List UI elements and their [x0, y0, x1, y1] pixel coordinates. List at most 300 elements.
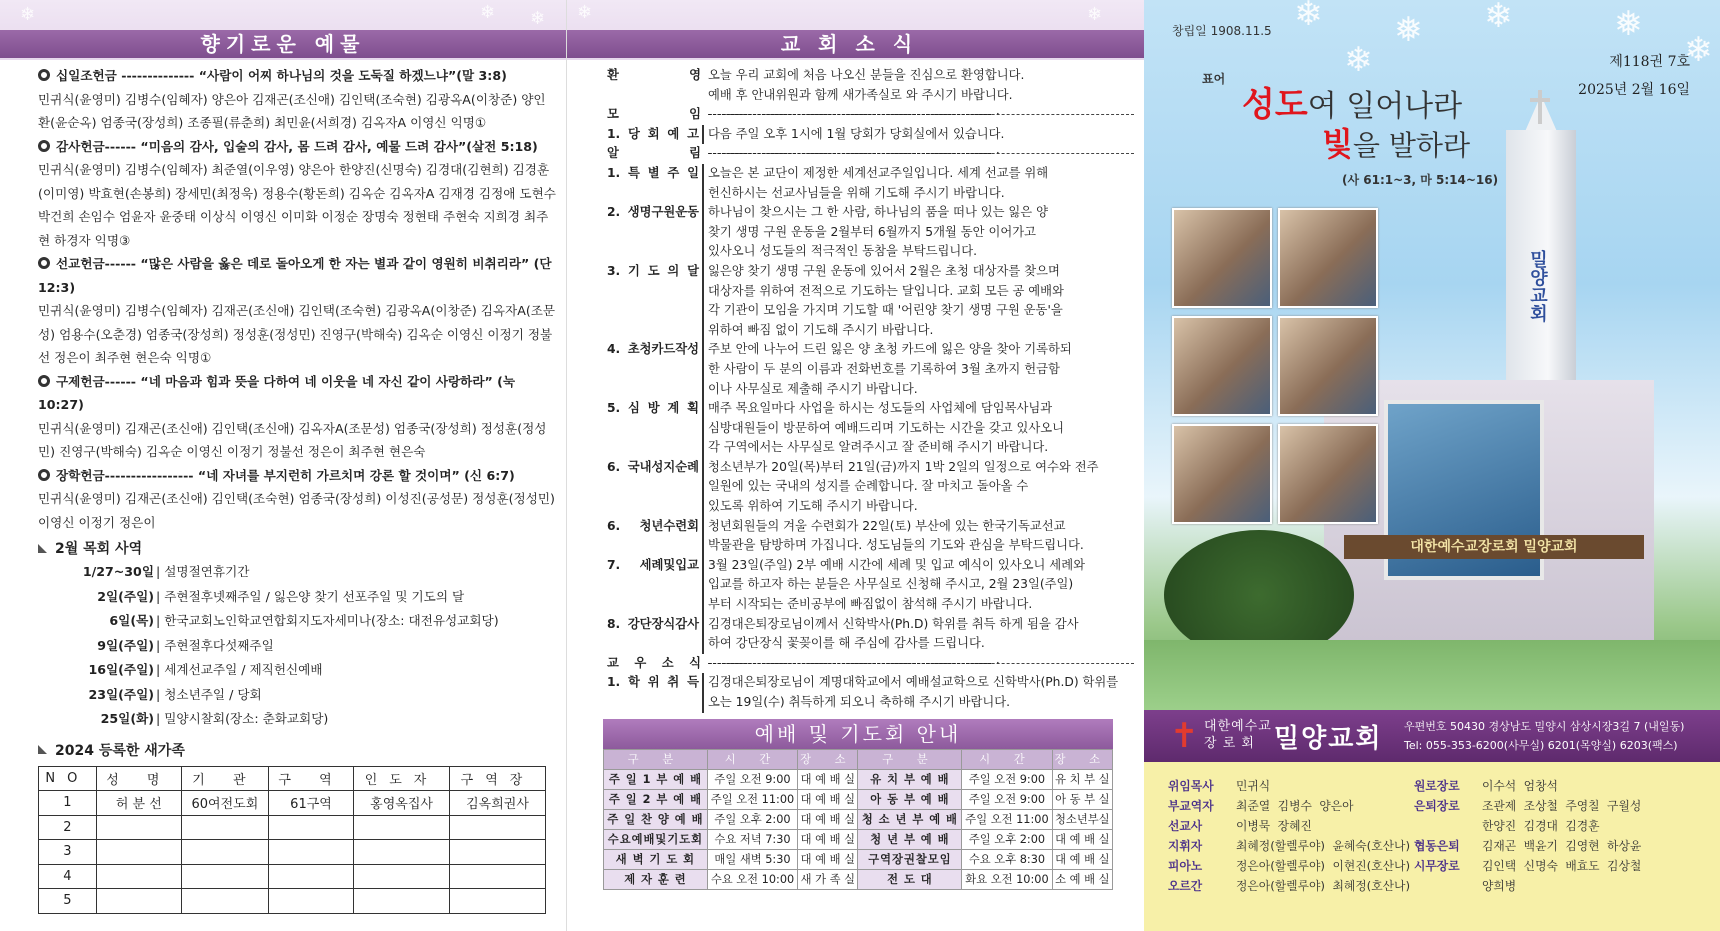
table-cell: 허 분 선	[96, 791, 181, 816]
schedule-date: 9일(주일)	[97, 637, 154, 653]
news-label	[607, 477, 704, 497]
news-label: 1. 당 회 예 고	[607, 125, 704, 145]
table-cell: 아 동 부 실	[1052, 789, 1112, 809]
cross-logo-icon: ✝	[1170, 716, 1199, 756]
news-text: 3월 23일(주일) 2부 예배 시간에 세례 및 입교 예식이 있사오니 세례와	[708, 557, 1085, 572]
phone: Tel: 055-353-6200(사무실) 6201(목양실) 6203(팩스)	[1404, 739, 1678, 752]
table-row	[39, 889, 546, 914]
staff-names: 조관제 조상철 주영칠 구월성	[1482, 799, 1642, 813]
table-row	[604, 869, 1113, 889]
offering-title: 장학헌금	[56, 467, 105, 483]
table-cell: 수요 오전 10:00	[707, 869, 797, 889]
news-text: 있사오니 성도들의 적극적인 동참을 부탁드립니다.	[708, 244, 977, 259]
staff-role: 협동은퇴	[1414, 839, 1460, 853]
schedule-item	[80, 634, 566, 659]
news-text: 대상자를 위하여 전적으로 기도하는 달입니다. 교회 모든 공 예배와	[708, 283, 1064, 298]
news-text: 청소년부가 20일(목)부터 21일(금)까지 1박 2일의 일정으로 여수와 전주	[708, 459, 1099, 474]
news-label: 알 림	[607, 146, 701, 161]
address: 우편번호 50430 경상남도 밀양시 삼상시장3길 7 (내일동)	[1404, 720, 1685, 733]
news-text: 하여 강단장식 꽃꽂이를 해 주심에 감사를 드립니다.	[708, 636, 985, 651]
table-cell: 대 예 배 실	[1052, 849, 1112, 869]
table-cell: 홍영옥집사	[354, 791, 450, 816]
table-row	[604, 789, 1113, 809]
table-cell: 대 예 배 실	[798, 849, 858, 869]
news-text: 청년회원들의 겨울 수련회가 22일(토) 부산에 있는 한국기독교선교	[708, 518, 1066, 533]
staff-names: 김재곤 백윤기 김영현 하상윤	[1482, 839, 1642, 853]
news-text: 잃은양 찾기 생명 구원 운동에 있어서 2월은 초청 대상자를 찾으며	[708, 263, 1060, 278]
staff-names: 최준열 김병수 양은아	[1236, 799, 1354, 813]
table-row	[604, 849, 1113, 869]
news-label	[607, 693, 704, 713]
table-cell: 주일 오전 9:00	[962, 769, 1052, 789]
news-item	[607, 673, 1134, 693]
table-cell: 주 일 2 부 예 배	[604, 789, 708, 809]
offering-column	[0, 0, 566, 931]
table-cell: 2	[39, 815, 97, 840]
table-header: 구 분	[858, 749, 962, 769]
table-cell	[96, 840, 181, 865]
news-label: 7. 세례및입교	[607, 556, 704, 576]
staff-role: 선교사	[1168, 819, 1203, 833]
family-heading	[38, 740, 566, 760]
photo-3	[1172, 316, 1272, 416]
table-header: 인도자	[354, 766, 450, 791]
staff-row	[1414, 836, 1641, 856]
news-text: 한 사람이 두 분의 이름과 전화번호를 기록하여 3월 초까지 헌금함	[708, 361, 1060, 376]
schedule-date: 16일(주일)	[88, 662, 154, 677]
staff-names: 민귀식	[1236, 779, 1271, 793]
staff-role: 시무장로	[1414, 859, 1460, 873]
motto-line-2: 을 발하라	[1352, 129, 1471, 162]
table-cell: 유 치 부 실	[1052, 769, 1112, 789]
table-cell: 아 동 부 예 배	[858, 789, 962, 809]
news-item	[607, 340, 1134, 360]
news-label	[607, 419, 704, 439]
news-text: 하나님이 찾으시는 그 한 사람, 하나님의 품을 떠나 있는 잃은 양	[708, 205, 1048, 220]
news-text: 오늘은 본 교단이 제정한 세계선교주일입니다. 세계 선교를 위해	[708, 165, 1049, 180]
schedule-item	[80, 683, 566, 708]
table-row	[39, 791, 546, 816]
table-cell: 61구역	[268, 791, 353, 816]
bullet-icon	[38, 469, 50, 481]
staff-row	[1414, 876, 1641, 896]
lawn	[1144, 640, 1720, 710]
news-item	[607, 536, 1134, 556]
staff-role: 피아노	[1168, 859, 1203, 873]
schedule-text: | 세계선교주일 / 제직헌신예배	[156, 662, 323, 677]
news-text: 헌신하시는 선교사님들을 위해 기도해 주시기 바랍니다.	[708, 185, 1005, 200]
table-cell: 4	[39, 864, 97, 889]
schedule-item	[80, 609, 566, 634]
news-label	[607, 380, 704, 400]
news-text: 부터 시작되는 준비공부에 빠짐없이 참석해 주시기 바랍니다.	[708, 597, 1033, 612]
table-cell	[96, 889, 181, 914]
table-header: 기 관	[181, 766, 268, 791]
news-label	[607, 86, 704, 106]
offering-dashes: ------	[104, 373, 141, 389]
triangle-icon	[38, 745, 47, 754]
news-text: 김경대은퇴장로님이 계명대학교에서 예배설교학으로 신학박사(Ph.D) 학위를	[708, 675, 1119, 690]
issue-info	[1578, 48, 1690, 104]
news-item	[607, 399, 1134, 419]
staff-names: 김인택 신명숙 배효도 김상철	[1482, 859, 1642, 873]
news-label	[607, 360, 704, 380]
news-label	[607, 223, 704, 243]
news-banner: ❄ ❄ 교회소식	[567, 0, 1144, 60]
table-cell: 주일 오후 2:00	[707, 809, 797, 829]
news-label	[607, 575, 704, 595]
table-row	[39, 840, 546, 865]
table-cell	[354, 815, 450, 840]
news-text: 입교를 하고자 하는 분들은 사무실로 신청해 주시고, 2월 23일(주일)	[708, 577, 1074, 592]
table-header: 구 역	[268, 766, 353, 791]
offering-title: 선교헌금	[56, 256, 105, 271]
table-cell	[450, 864, 546, 889]
table-cell: 청 소 년 부 예 배	[858, 809, 962, 829]
news-item	[607, 262, 1134, 282]
news-label: 5. 심 방 계 획	[607, 399, 704, 419]
contact-info	[1404, 717, 1684, 755]
news-label: 교 우 소 식	[607, 655, 701, 670]
schedule-text: | 한국교회노인학교연합회지도자세미나(장소: 대전유성교회당)	[156, 613, 499, 628]
table-cell	[268, 815, 353, 840]
news-item	[607, 595, 1134, 615]
news-item	[607, 497, 1134, 517]
table-cell: 3	[39, 840, 97, 865]
worship-table	[603, 749, 1113, 890]
table-cell: 주일 오전 11:00	[707, 789, 797, 809]
offering-heading	[38, 464, 556, 488]
news-item	[607, 184, 1134, 204]
schedule-title: 2월 목회 사역	[55, 541, 143, 557]
news-list	[567, 60, 1144, 713]
offering-dashes: --------------	[116, 68, 199, 83]
news-label: 환 영	[607, 68, 701, 82]
table-cell: 새 벽 기 도 회	[604, 849, 708, 869]
schedule-date: 23일(주일)	[88, 686, 154, 702]
table-cell: 전 도 대	[858, 869, 962, 889]
news-text: 김경대은퇴장로님이께서 신학박사(Ph.D) 학위를 취득 하게 됨을 감사	[708, 616, 1079, 631]
offering-names: 민귀식(윤영미) 김병수(임혜자) 최준열(이우영) 양은아 한양진(신명숙) 김경대(김현희) 김경훈(이미영) 박효현(손봉희) 장세민(최정욱) 정용수(황돈희) 김옥순 김옥자A 김재경 김정애 도현수 박건희 손임수 엄윤자 윤중태 이상식 이영신 이미화 이정순 장명숙 정현태 주현숙 지희경 최주현 하경자 익명③	[38, 162, 556, 248]
offering-banner: ❄ ❄ ❄ 향기로운 예물	[0, 0, 566, 60]
photo-4	[1278, 316, 1378, 416]
news-label: 3. 기 도 의 달	[607, 262, 704, 282]
offering-dashes: ------	[104, 138, 141, 154]
news-label	[607, 595, 704, 615]
news-column	[566, 0, 1144, 931]
news-text: 박물관을 탐방하며 가집니다. 성도님들의 기도와 관심을 부탁드립니다.	[708, 538, 1084, 553]
table-cell	[181, 889, 268, 914]
table-cell	[450, 815, 546, 840]
schedule-date: 25일(화)	[100, 711, 154, 726]
staff-names: 정은아(할렐루야) 최혜정(호산나)	[1236, 879, 1411, 893]
staff-right	[1414, 776, 1641, 896]
offering-title: 구제헌금	[56, 373, 105, 389]
news-label	[607, 497, 704, 517]
bullet-icon	[38, 257, 50, 269]
schedule-item	[80, 585, 566, 610]
table-cell: 화요 오전 10:00	[962, 869, 1052, 889]
offering-heading	[38, 252, 556, 299]
news-text: 있도록 위하여 기도해 주시기 바랍니다.	[708, 499, 918, 514]
offering-names: 민귀식(윤영미) 김병수(임혜자) 김재곤(조신애) 김인택(조숙현) 김광옥A(이창준) 김옥자A(조문성) 엄용수(오춘경) 엄종국(장성희) 정성훈(정성민) 진영구(박해숙) 김옥순 이영신 이정기 정불선 정은이 최주현 현은숙 익명①	[38, 303, 556, 365]
schedule-date: 1/27~30일	[82, 564, 154, 579]
motto-prefix: 표어	[1202, 72, 1226, 86]
news-item	[607, 301, 1134, 321]
table-cell: 주일 오후 2:00	[962, 829, 1052, 849]
staff-role: 원로장로	[1414, 779, 1460, 793]
photo-2	[1278, 208, 1378, 308]
news-label	[607, 282, 704, 302]
staff-names: 이병묵 장혜진	[1236, 819, 1312, 833]
table-row	[604, 809, 1113, 829]
offering-heading	[38, 135, 556, 159]
schedule-date: 2일(주일)	[97, 588, 154, 604]
news-item	[607, 164, 1134, 184]
news-text: 다음 주일 오후 1시에 1월 당회가 당회실에서 있습니다.	[708, 126, 1005, 141]
news-label	[607, 438, 704, 458]
motto-reference: (사 61:1~3, 마 5:14~16)	[1342, 173, 1499, 187]
offering-title: 십일조헌금	[56, 68, 117, 83]
staff-role: 지휘자	[1168, 839, 1203, 853]
news-item	[607, 360, 1134, 380]
motto	[1202, 70, 1498, 188]
table-cell	[354, 889, 450, 914]
news-label	[607, 321, 704, 341]
new-family-table	[38, 766, 546, 914]
staff-names: 양희병	[1482, 879, 1517, 893]
news-label: 8. 강단장식감사	[607, 615, 704, 635]
table-header-row	[39, 766, 546, 791]
table-cell: 매일 새벽 5:30	[707, 849, 797, 869]
schedule-item	[80, 707, 566, 732]
table-cell: 1	[39, 791, 97, 816]
denomination-line-1: 대한예수교	[1204, 719, 1272, 734]
staff-names: 최혜정(할렐루야) 윤혜숙(호산나)	[1236, 839, 1411, 853]
table-cell: 대 예 배 실	[1052, 829, 1112, 849]
table-cell	[354, 840, 450, 865]
table-cell: 수요예배및기도회	[604, 829, 708, 849]
staff-row	[1414, 796, 1641, 816]
offering-names: 민귀식(윤영미) 김재곤(조신애) 김인택(조신애) 김옥자A(조문성) 엄종국(장성희) 정성훈(정성민) 진영구(박해숙) 김옥순 이영신 이정기 정불선 정은이 최주현 현은숙	[38, 420, 547, 459]
schedule-text: | 주현절후넷째주일 / 잃은양 찾기 선포주일 및 기도의 달	[156, 588, 465, 604]
table-header-row	[604, 749, 1113, 769]
table-cell: 유 치 부 예 배	[858, 769, 962, 789]
news-item	[607, 203, 1134, 223]
table-cell: 대 예 배 실	[798, 769, 858, 789]
news-item	[607, 438, 1134, 458]
news-text: ---------------------------------------------------------------- ·	[708, 654, 1134, 664]
staff-role: 은퇴장로	[1414, 799, 1460, 813]
news-text: 각 기관이 모임을 가지며 기도할 때 '어린양 찾기 생명 구원 운동'을	[708, 303, 1063, 318]
photo-1	[1172, 208, 1272, 308]
news-text: 일원에 있는 국내의 성지를 순례합니다. 잘 마치고 돌아올 수	[708, 479, 1029, 494]
news-item	[607, 575, 1134, 595]
bullet-icon	[38, 375, 50, 387]
news-item	[607, 86, 1134, 106]
photo-5	[1172, 424, 1272, 524]
news-item	[607, 615, 1134, 635]
table-cell	[450, 840, 546, 865]
news-item	[607, 419, 1134, 439]
schedule-item	[80, 658, 566, 683]
news-text: 예배 후 안내위원과 함께 새가족실로 와 주시기 바랍니다.	[708, 87, 1013, 102]
table-cell	[181, 815, 268, 840]
table-header: 시 간	[707, 749, 797, 769]
table-header: 구 분	[604, 749, 708, 769]
staff-role	[1414, 876, 1478, 896]
staff-names: 한양진 김경대 김경훈	[1482, 819, 1600, 833]
news-text: 매주 목요일마다 사업을 하시는 성도들의 사업체에 담임목사님과	[708, 401, 1053, 416]
offering-verse: “사람이 어찌 하나님의 것을 도둑질 하겠느냐”(말 3:8)	[198, 68, 507, 83]
staff-names: 이수석 엄창석	[1482, 779, 1558, 793]
table-cell: 주일 오전 9:00	[707, 769, 797, 789]
offering-title: 감사헌금	[56, 138, 105, 154]
table-cell	[181, 864, 268, 889]
table-cell	[96, 864, 181, 889]
news-item	[607, 282, 1134, 302]
news-label: 1. 학 위 취 득	[607, 673, 704, 693]
photo-6	[1278, 424, 1378, 524]
news-item	[607, 105, 1134, 125]
table-row	[604, 769, 1113, 789]
news-label	[607, 184, 704, 204]
news-item	[607, 144, 1134, 164]
table-cell: 수요 저녁 7:30	[707, 829, 797, 849]
news-title: 교회소식	[567, 30, 1144, 58]
news-item	[607, 517, 1134, 537]
offering-heading	[38, 370, 556, 417]
bullet-icon	[38, 140, 50, 152]
staff-row	[1414, 816, 1641, 836]
tower-sign: 밀양교회	[1527, 250, 1548, 322]
table-cell: 대 예 배 실	[798, 829, 858, 849]
table-cell: 60여전도회	[181, 791, 268, 816]
news-text: 이나 사무실로 제출해 주시기 바랍니다.	[708, 381, 918, 396]
family-title: 2024 등록한 새가족	[55, 742, 185, 759]
news-text: 심방대원들이 방문하여 예배드리며 기도하는 시간을 갖고 있사오니	[708, 420, 1065, 435]
offering-verse: “네 마음과 힘과 뜻을 다하여 네 이웃을 네 자신 같이 사랑하라” (눅 10:27)	[38, 373, 516, 412]
news-item	[607, 634, 1134, 654]
bullet-icon	[38, 69, 50, 81]
news-text: 위하여 빠짐 없이 기도해 주시기 바랍니다.	[708, 322, 934, 337]
table-cell: 새 가 족 실	[798, 869, 858, 889]
offering-title: 향기로운 예물	[0, 30, 566, 58]
table-cell: 제 자 훈 련	[604, 869, 708, 889]
news-label	[607, 301, 704, 321]
table-cell: 청소년부실	[1052, 809, 1112, 829]
table-cell	[268, 889, 353, 914]
offering-dashes: ------	[104, 256, 141, 271]
news-label: 4. 초청카드작성	[607, 340, 704, 360]
news-label: 6. 청년수련회	[607, 517, 704, 537]
table-row	[39, 815, 546, 840]
offering-dashes: -----------------	[104, 467, 198, 483]
news-label	[607, 634, 704, 654]
table-cell: 주일 오전 11:00	[962, 809, 1052, 829]
news-item	[607, 66, 1134, 86]
offering-verse: “많은 사람을 옳은 데로 돌아오게 한 자는 별과 같이 영원히 비취리라” (단 12:3)	[38, 256, 552, 295]
triangle-icon	[38, 544, 47, 553]
table-row	[39, 864, 546, 889]
cover-column	[1144, 0, 1720, 931]
schedule-list	[80, 560, 566, 732]
table-header: 구역장	[450, 766, 546, 791]
volume-number: 제118권 7호	[1609, 54, 1690, 70]
church-info-bar	[1144, 710, 1720, 762]
table-cell	[268, 840, 353, 865]
news-text: 오는 19일(수) 취득하게 되오니 축하해 주시기 바랍니다.	[708, 695, 1011, 709]
table-header: NO	[39, 766, 97, 791]
news-text: 각 구역에서는 사무실로 알려주시고 잘 준비해 주시기 바랍니다.	[708, 440, 1049, 455]
table-cell	[181, 840, 268, 865]
motto-highlight-2: 빛	[1322, 125, 1353, 163]
issue-date: 2025년 2월 16일	[1578, 82, 1690, 98]
table-cell: 김옥희권사	[450, 791, 546, 816]
news-text: 오늘 우리 교회에 처음 나오신 분들을 진심으로 환영합니다.	[708, 68, 1025, 82]
table-header: 장 소	[798, 749, 858, 769]
table-cell	[268, 864, 353, 889]
news-label: 1. 특 별 주 일	[607, 164, 704, 184]
news-text: 찾기 생명 구원 운동을 2월부터 6월까지 5개월 동안 이어가고	[708, 224, 1036, 239]
staff-row	[1414, 776, 1641, 796]
news-item	[607, 556, 1134, 576]
church-name: 밀양교회	[1274, 724, 1383, 754]
table-cell: 주 일 1 부 예 배	[604, 769, 708, 789]
table-row	[604, 829, 1113, 849]
table-cell	[450, 889, 546, 914]
staff-role: 위임목사	[1168, 779, 1214, 793]
news-label	[607, 536, 704, 556]
motto-highlight-1: 성도	[1242, 85, 1308, 125]
schedule-date: 6일(목)	[109, 613, 154, 628]
table-cell: 주일 오전 9:00	[962, 789, 1052, 809]
staff-role: 부교역자	[1168, 799, 1214, 813]
table-cell: 대 예 배 실	[798, 789, 858, 809]
table-header: 시 간	[962, 749, 1052, 769]
news-item	[607, 321, 1134, 341]
schedule-text: | 청소년주일 / 당회	[156, 686, 262, 702]
table-cell: 청 년 부 예 배	[858, 829, 962, 849]
worship-title: 예배 및 기도회 안내	[603, 719, 1113, 749]
offering-names: 민귀식(윤영미) 김재곤(조신애) 김인택(조숙현) 엄종국(장성희) 이성진(공성문) 정성훈(정성민) 이영신 이정기 정은이	[38, 491, 555, 530]
table-cell: 구역장권찰모임	[858, 849, 962, 869]
schedule-heading	[38, 538, 566, 558]
news-item	[607, 654, 1134, 674]
news-item	[607, 125, 1134, 145]
news-text: ---------------------------------------------------------------- ·	[708, 105, 1134, 115]
offering-list	[0, 60, 566, 534]
schedule-text: | 밀양시찰회(장소: 춘화교회당)	[156, 711, 329, 726]
news-label: 모 임	[607, 107, 701, 122]
denomination-line-2: 장 로 회	[1204, 736, 1255, 751]
news-text: ---------------------------------------------------------------- ·	[708, 144, 1134, 154]
news-text: 주보 안에 나누어 드린 잃은 양 초청 카드에 잃은 양을 찾아 기록하되	[708, 342, 1072, 357]
table-cell: 주 일 찬 양 예 배	[604, 809, 708, 829]
staff-row	[1414, 856, 1641, 876]
cross-icon	[1538, 90, 1542, 124]
offering-names: 민귀식(윤영미) 김병수(임혜자) 양은아 김재곤(조신애) 김인택(조숙현) 김광옥A(이창준) 양인환(윤순옥) 엄종국(장성희) 조종필(류춘희) 최민윤(서희경) 김옥자A 이영신 익명①	[38, 91, 546, 130]
news-item	[607, 242, 1134, 262]
staff-role: 오르간	[1168, 879, 1203, 893]
offering-verse: “네 자녀를 부지런히 가르치며 강론 할 것이며” (신 6:7)	[197, 467, 515, 483]
church-sign: 대한예수교장로회 밀양교회	[1344, 535, 1644, 559]
news-label: 6. 국내성지순례	[607, 458, 704, 478]
cover-image: ❄ ❅ ❄ ❅ ❄ ❄ 밀양교회 대한예수교장로회 밀양교회 창립일 1908.11.5 제118권 7호 2025년 2월 16일 표어 성도여 일어나라 빛을 발하라 (사 61:1~3, 마 5:14~16)	[1144, 0, 1720, 710]
table-header: 성 명	[96, 766, 181, 791]
table-cell: 소 예 배 실	[1052, 869, 1112, 889]
schedule-text: | 주현절후다섯째주일	[156, 637, 274, 653]
